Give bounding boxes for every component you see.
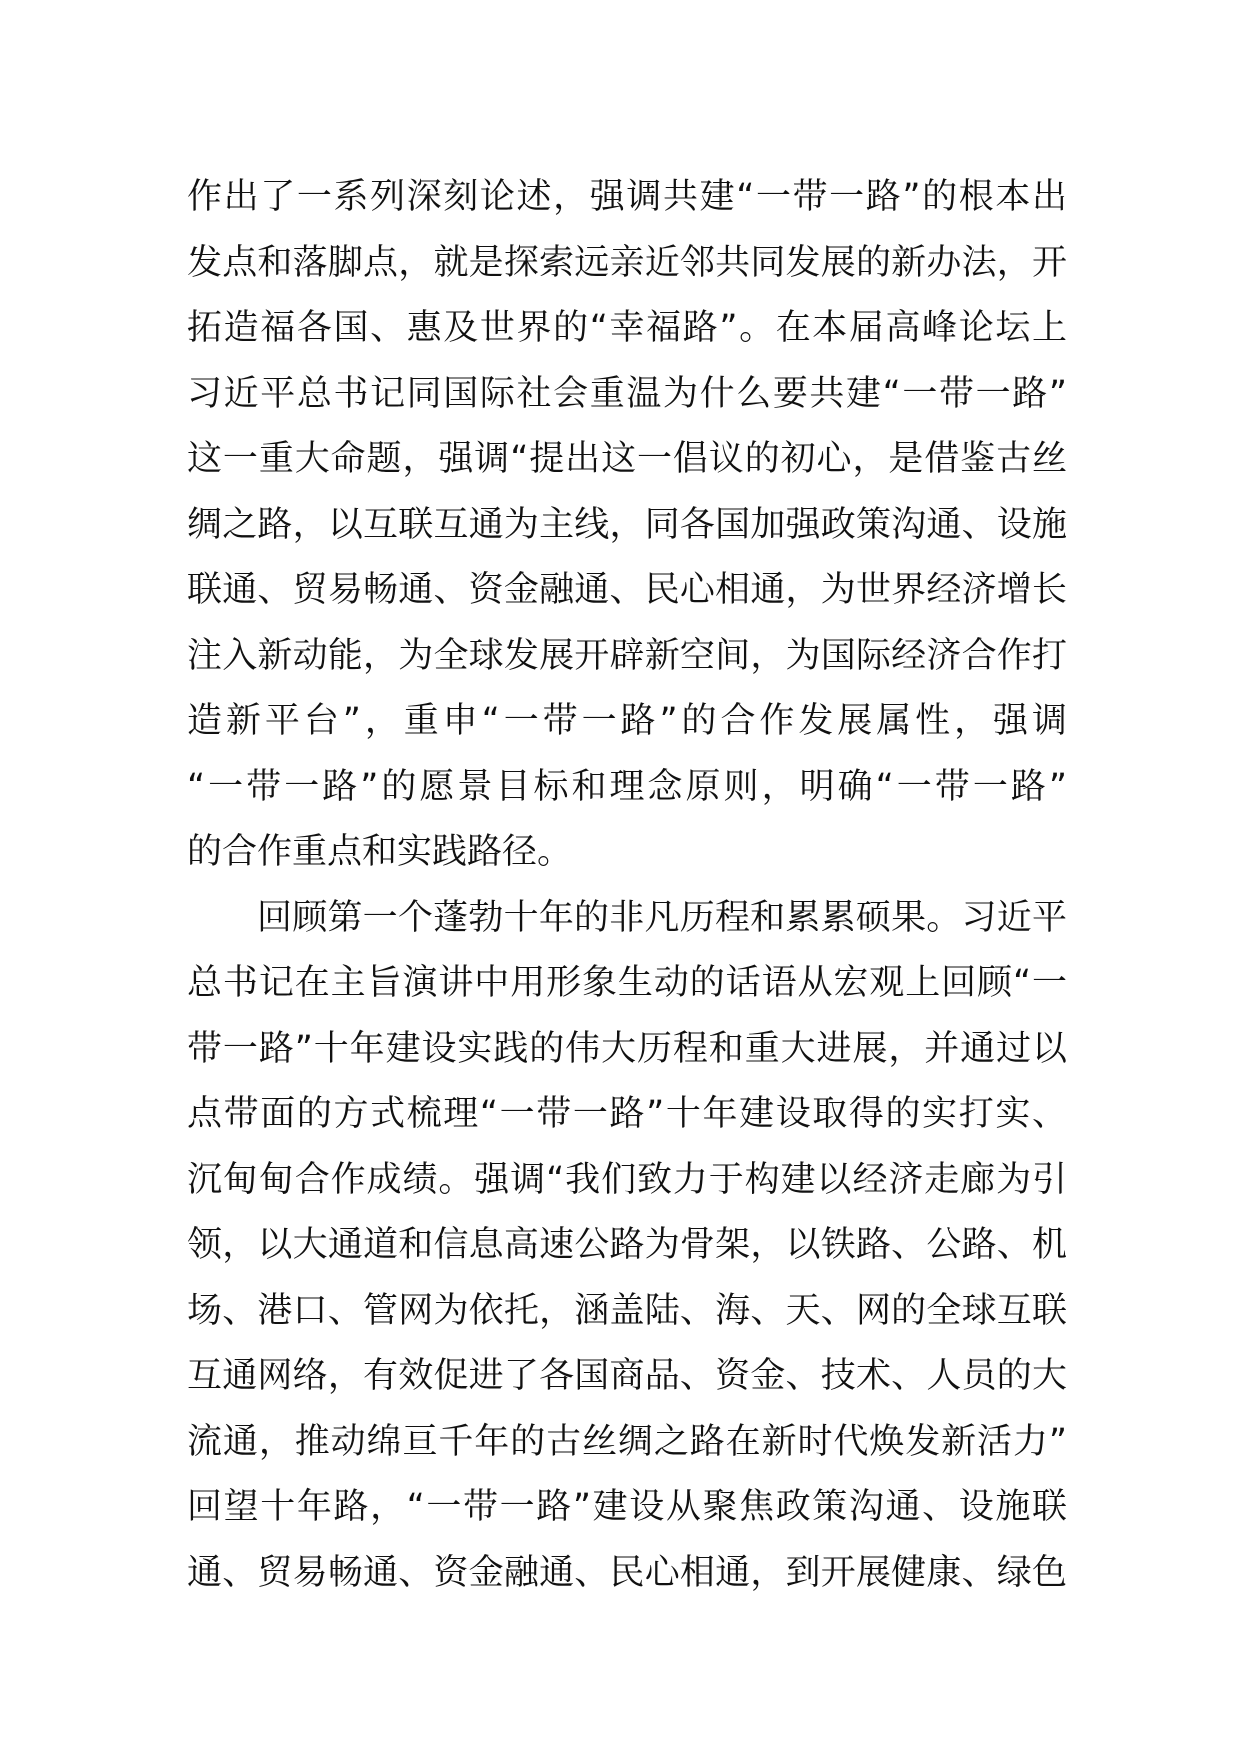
text-line: 沉甸甸合作成绩。强调“我们致力于构建以经济走廊为引 <box>187 1159 1067 1200</box>
text-line: 互通网络，有效促进了各国商品、资金、技术、人员的大 <box>187 1356 1067 1396</box>
text-line: 流通，推动绵亘千年的古丝绸之路在新时代焕发新活力” <box>187 1421 1067 1462</box>
text-line: 领，以大通道和信息高速公路为骨架，以铁路、公路、机 <box>187 1225 1067 1265</box>
text-line: 拓造福各国、惠及世界的“幸福路”。在本届高峰论坛上 <box>187 308 1067 348</box>
text-line: 的合作重点和实践路径。 <box>187 832 573 872</box>
text-line: 通、贸易畅通、资金融通、民心相通，到开展健康、绿色 <box>187 1552 1067 1593</box>
text-line: 回望十年路，“一带一路”建设从聚焦政策沟通、设施联 <box>187 1487 1067 1527</box>
text-line: 注入新动能，为全球发展开辟新空间，为国际经济合作打 <box>187 635 1067 676</box>
text-line: 这一重大命题，强调“提出这一倡议的初心，是借鉴古丝 <box>187 439 1067 479</box>
text-line: 总书记在主旨演讲中用形象生动的话语从宏观上回顾“一 <box>187 963 1067 1003</box>
text-line: 点带面的方式梳理“一带一路”十年建设取得的实打实、 <box>187 1094 1067 1134</box>
text-line: 习近平总书记同国际社会重温为什么要共建“一带一路” <box>187 373 1067 414</box>
text-line: 造新平台”，重申“一带一路”的合作发展属性，强调 <box>187 701 1067 741</box>
text-line: 发点和落脚点，就是探索远亲近邻共同发展的新办法，开 <box>187 242 1067 283</box>
body-text <box>187 165 1067 1606</box>
text-line: 带一路”十年建设实践的伟大历程和重大进展，并通过以 <box>187 1028 1067 1069</box>
paragraph-first-line: 回顾第一个蓬勃十年的非凡历程和累累硕果。习近平 <box>257 897 1067 938</box>
text-line: 联通、贸易畅通、资金融通、民心相通，为世界经济增长 <box>187 570 1067 610</box>
text-line: 场、港口、管网为依托，涵盖陆、海、天、网的全球互联 <box>187 1290 1067 1331</box>
text-line: 作出了一系列深刻论述，强调共建“一带一路”的根本出 <box>187 177 1067 217</box>
text-line: 绸之路，以互联互通为主线，同各国加强政策沟通、设施 <box>187 504 1067 545</box>
text-line: “一带一路”的愿景目标和理念原则，明确“一带一路” <box>187 766 1067 807</box>
